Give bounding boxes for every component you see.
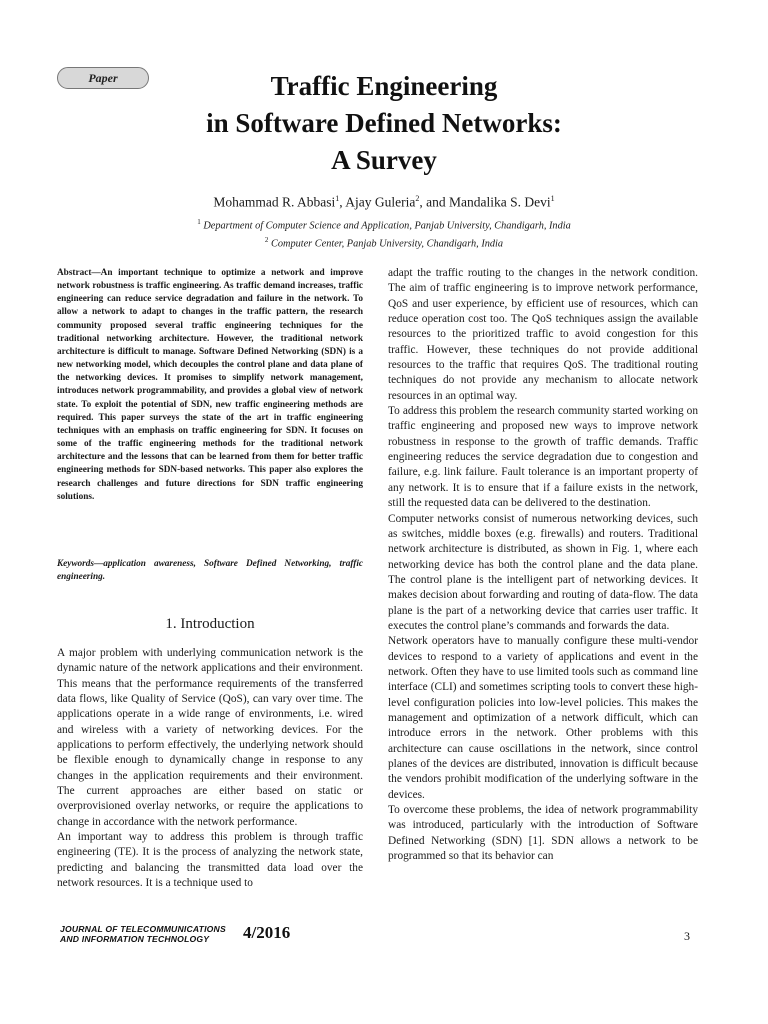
paragraph: adapt the traffic routing to the changes in the network condition. The aim of traffic engineering is to improve network performance, QoS and user experience, by efficient use of resources, which can reduce operation cost too. The QoS techniques assign the available resources to the prioritized traffic to avoid congestion for this traffic. However, these techniques do not provide additional resources to the traffic that requires QoS. The traditional routing techniques do not provide any mechanism to allocate network resources in an optimal way. <box>388 267 698 402</box>
introduction-left-column <box>57 646 363 892</box>
footer-issue-number: 4/2016 <box>243 923 291 942</box>
paragraph: A major problem with underlying communication network is the dynamic nature of the network applications and their environment. This means that the performance requirements of the transferred data flows, like Quality of Service (QoS), can vary over time. The applications operate in a wide range of environments, i.e. wired and wireless with a variety of networking devices. For the applications to perform effectively, the underlying network should be flexible enough to dynamically change in response to any changes in the application requirements and their environment. The current approaches are either based on static or overprovisioned overlay networks, or require the applications to change in accordance with the network performance. <box>57 647 363 828</box>
journal-line-1: JOURNAL OF TELECOMMUNICATIONS <box>60 924 226 934</box>
keywords: Keywords—application awareness, Software Defined Networking, traffic engineering. <box>57 559 363 583</box>
affiliation-text: Department of Computer Science and Application, Panjab University, Chandigarh, India <box>203 220 571 232</box>
author-affil-marker: 2 <box>415 194 420 203</box>
paragraph: Network operators have to manually configure these multi-vendor devices to respond to a variety of applications and event in the network. Often they have to use limited tools such as command line interface (CLI) and sometimes scripting tools to convert these high-level configuration policies into low-level policies. This makes the management and optimization of a network difficult, which can introduce errors in the network. Other problems with this architecture can cause oscillations in the network, since control planes of the devices are distributed, innovation is difficult because the vendors prohibit modification of the underlying software in the devices. <box>388 635 698 801</box>
title-line-1: Traffic Engineering <box>270 71 498 101</box>
author-affil-marker: 1 <box>550 194 555 203</box>
author-affil-marker: 1 <box>335 194 340 203</box>
author-list <box>0 190 768 212</box>
section-heading-introduction: 1. Introduction <box>165 616 255 632</box>
paragraph: Computer networks consist of numerous networking devices, such as switches, middle boxes (e.g. firewalls) and routers. Traditional network architecture is distributed, as shown in Fig. 1, where each networking device has both the control plane and the data plane. The control plane is the intelligent part of networking devices. It makes decision about forwarding and routing of data-flow. The data plane is the part of a networking device that carries user traffic. It executes the control plane’s commands and forwards the data. <box>388 512 698 632</box>
footer-journal-name <box>60 924 226 944</box>
journal-line-2: AND INFORMATION TECHNOLOGY <box>60 934 210 944</box>
paper-type-badge: Paper <box>57 67 149 89</box>
right-column <box>388 266 698 864</box>
affiliation-marker: 2 <box>264 236 269 245</box>
abstract: Abstract—An important technique to optimize a network and improve network robustness is traffic engineering. As traffic demand increases, traffic engineering can reduce service degradation and failure in the network. To allow a network to adapt to changes in the traffic pattern, the research community proposed several traffic engineering techniques for the traditional networking architecture. However, the traditional network architecture is difficult to manage. Software Defined Networking (SDN) is a new networking model, which decouples the control plane and data plane of the networking devices. It promises to simplify network management, introduces network programmability, and provides a global view of network state. To exploit the potential of SDN, new traffic engineering methods are required. This paper surveys the state of the art in traffic engineering techniques with an emphasis on traffic engineering for SDN. It focuses on some of the traffic engineering methods for the traditional network architecture and the lessons that can be learned from them for better traffic engineering methods for SDN-based networks. This paper also explores the research challenges and future directions for SDN traffic engineering solutions. <box>57 268 363 502</box>
affiliation-marker: 1 <box>197 218 201 226</box>
title-line-3: A Survey <box>331 145 437 175</box>
affiliation-text: Computer Center, Panjab University, Chandigarh, India <box>271 238 504 250</box>
paragraph: An important way to address this problem is through traffic engineering (TE). It is the process of analyzing the network state, predicting and balancing the transmitted data load over the network resources. It is a technique used to <box>57 831 363 890</box>
page-number: 3 <box>684 929 690 943</box>
affiliation-1 <box>0 215 768 233</box>
title-line-2: in Software Defined Networks: <box>206 108 562 138</box>
paper-title <box>100 68 668 179</box>
author-name: Mohammad R. Abbasi <box>213 194 336 210</box>
affiliation-2 <box>0 233 768 251</box>
affiliations <box>0 215 768 252</box>
author-name: , and Mandalika S. Devi <box>419 194 551 210</box>
paragraph: To address this problem the research community started working on traffic engineering and proposed new ways to improve network robustness in response to the growth of traffic demands. Traffic engineering reduces the service degradation due to congestion and failure, e.g. link failure. Fault tolerance is an important property of any network. It is to ensure that if a failure exists in the network, still the requested data can be delivered to the destination. <box>388 405 698 510</box>
author-name: , Ajay Guleria <box>339 194 416 210</box>
paragraph: To overcome these problems, the idea of network programmability was introduced, particularly with the introduction of Software Defined Networking (SDN) [1]. SDN allows a network to be programmed so that its behavior can <box>388 804 698 863</box>
